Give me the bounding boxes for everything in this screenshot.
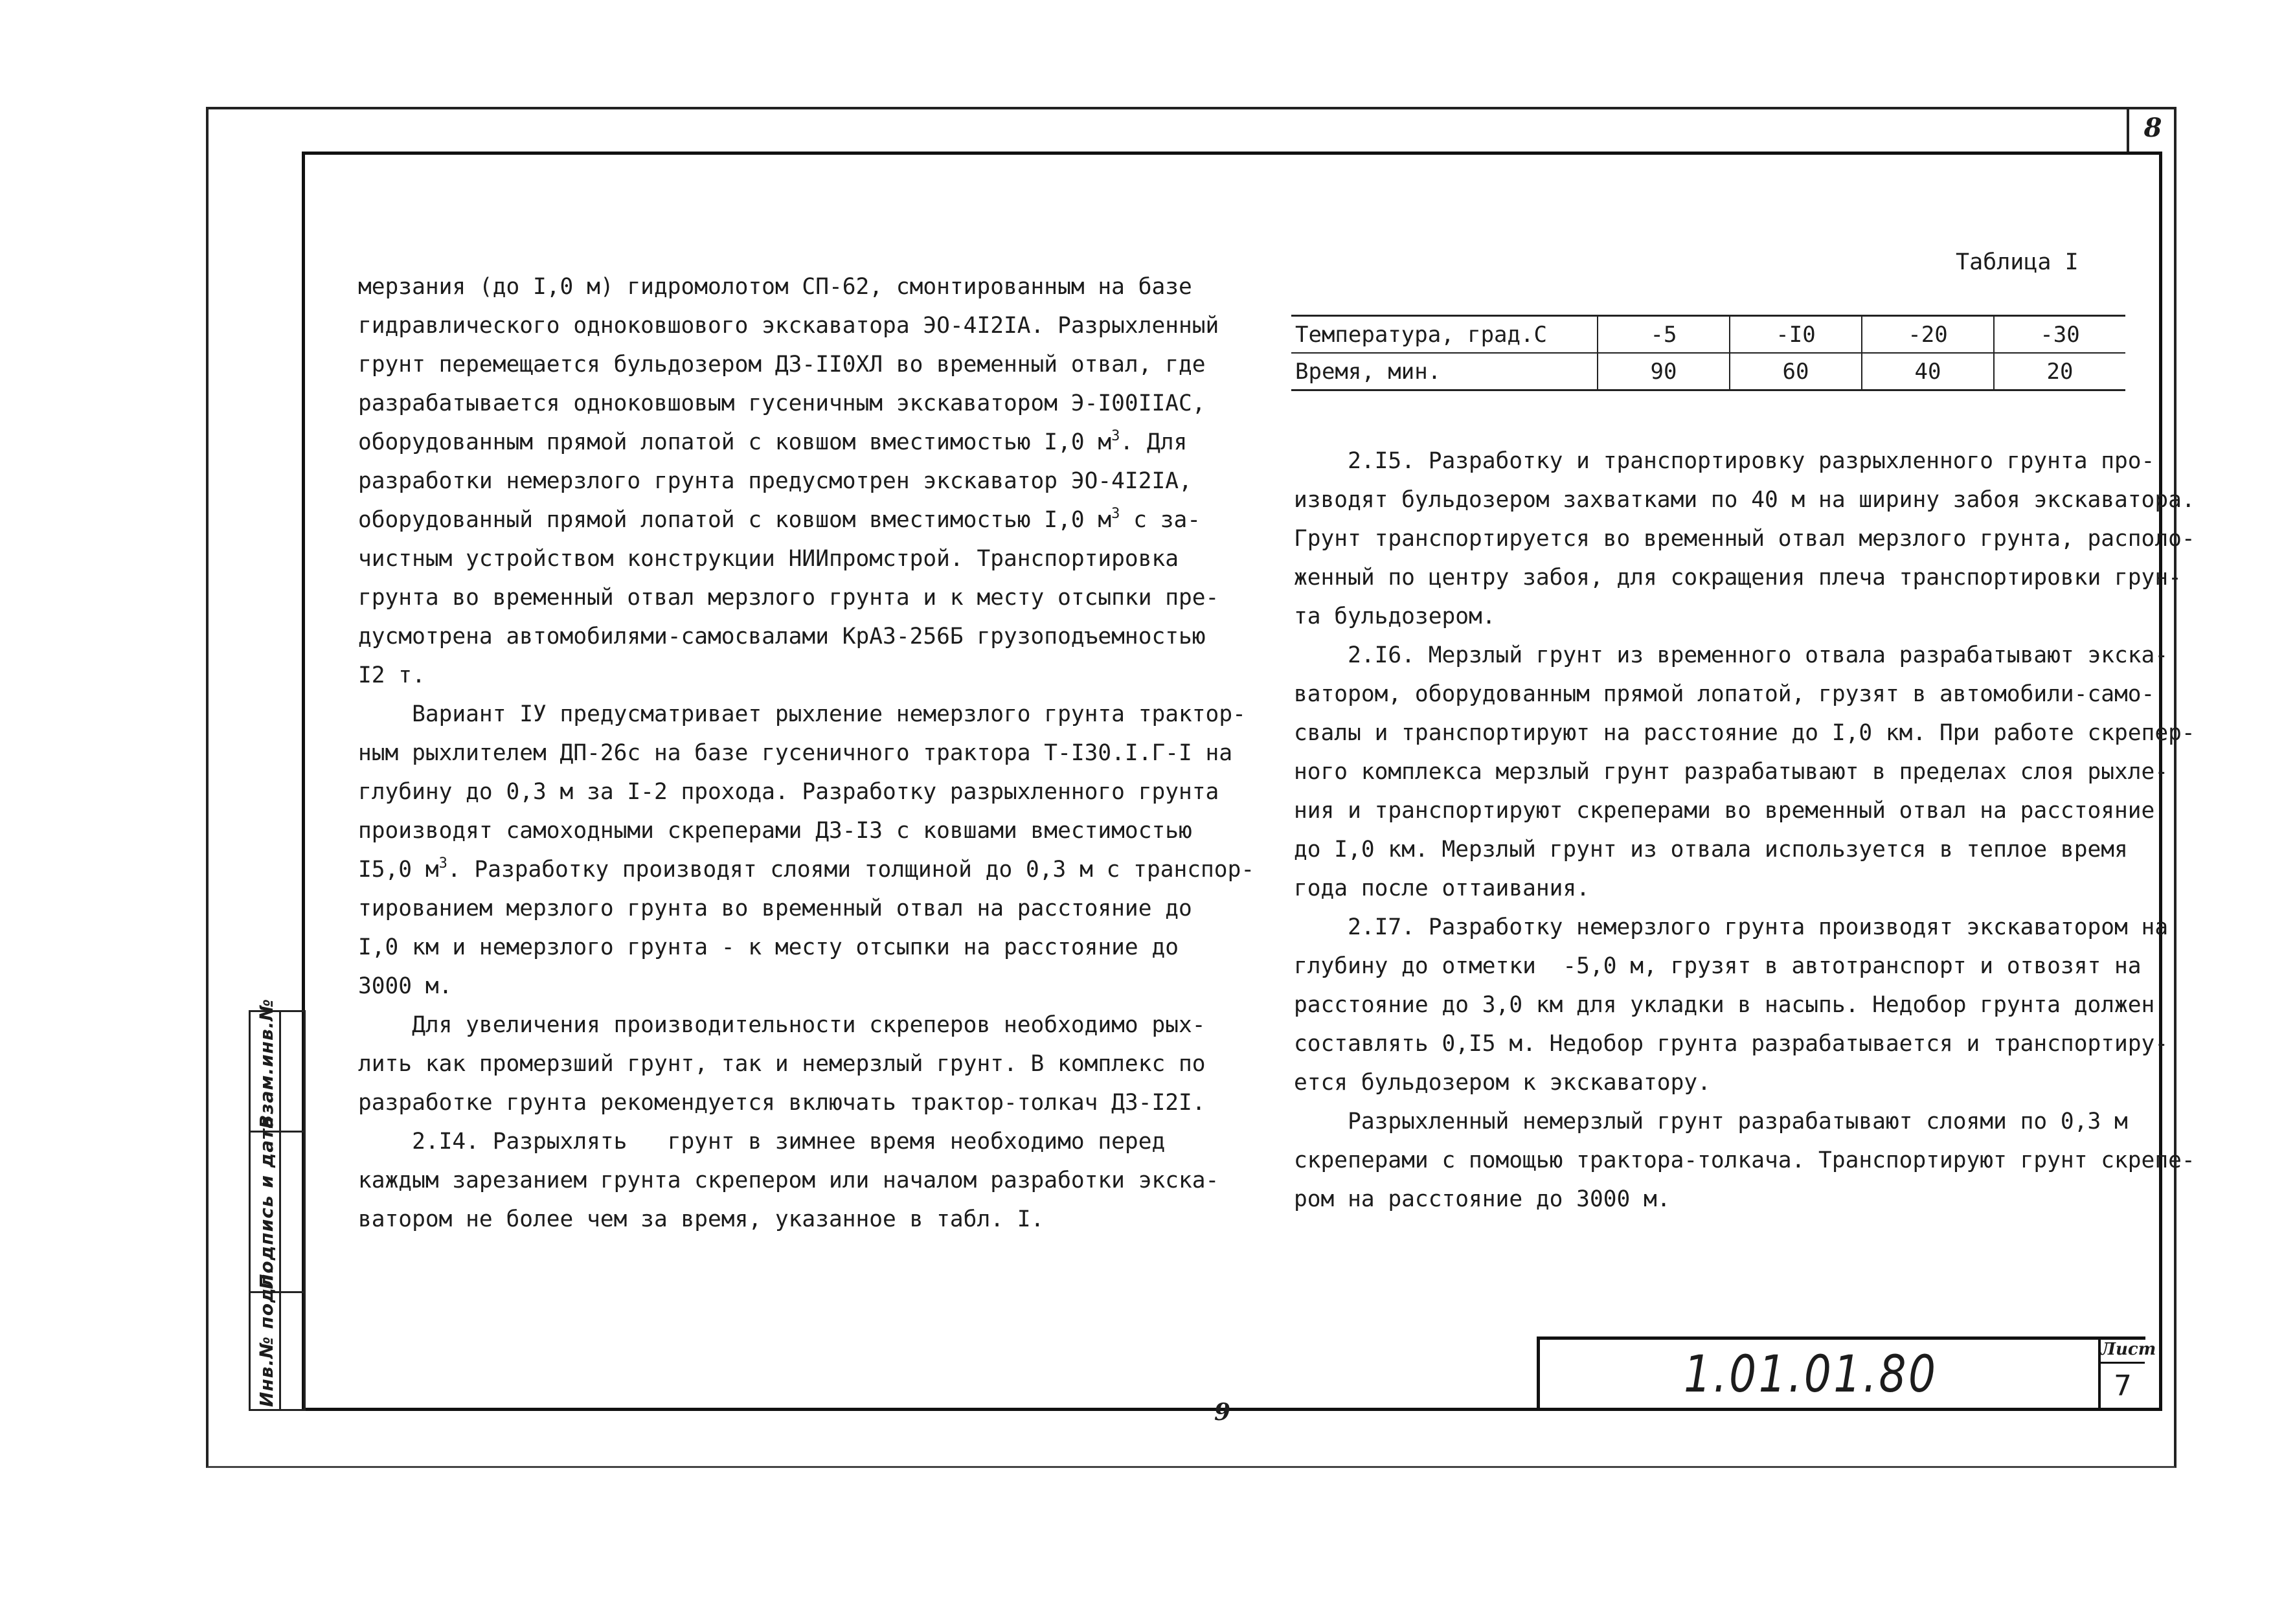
- text-line: Грунт транспортируется во временный отвал мерзлого грунта, располо-: [1294, 526, 2195, 552]
- text-line: каждым зарезанием грунта скрепером или началом разработки экска-: [358, 1167, 1219, 1193]
- row-label: Время, мин.: [1291, 353, 1598, 390]
- text-line: I5,0 $м^3$. Разработку производят слоями толщиной до 0,3 м с транспор-: [358, 855, 1255, 883]
- text-line: дусмотрена автомобилями-самосвалами КрАЗ-256Б грузоподъемностью: [358, 624, 1206, 649]
- text-line: ным рыхлителем ДП-26с на базе гусеничного трактора Т-I30.I.Г-I на: [358, 740, 1233, 766]
- text-line: 2.I6. Мерзлый грунт из временного отвала разрабатывают экска-: [1294, 642, 2169, 668]
- text-line: Вариант IУ предусматривает рыхление немерзлого грунта трактор-: [358, 701, 1246, 727]
- text-line: ватором не более чем за время, указанное в табл. I.: [358, 1206, 1045, 1232]
- text-line: разрабатывается одноковшовым гусеничным экскаватором Э-I00IIАС,: [358, 390, 1206, 416]
- left-column: [358, 267, 1255, 1239]
- sheet-number-box: [2098, 1336, 2156, 1411]
- table-cell: -5: [1598, 316, 1730, 354]
- text-line: глубину до отметки -5,0 м, грузят в автотранспорт и отвозят на: [1294, 953, 2142, 979]
- text-line: Разрыхленный немерзлый грунт разрабатывают слоями по 0,3 м: [1294, 1109, 2128, 1134]
- table-row: [1291, 353, 2125, 390]
- text-line: оборудованный прямой лопатой с ковшом вместимостью I,0 $м^3$ с за-: [358, 506, 1201, 533]
- stamp-cell-inv-podl: [251, 1266, 304, 1411]
- text-line: ется бульдозером к экскаватору.: [1294, 1070, 1711, 1096]
- sheet-label: Лист: [2101, 1336, 2145, 1364]
- document-code: 1.01.01.80: [1684, 1346, 1938, 1404]
- superscript: 3: [1111, 428, 1120, 444]
- stamp-divider: [279, 1012, 281, 1409]
- text-line: чистным устройством конструкции НИИпромстрой. Транспортировка: [358, 546, 1179, 572]
- text-line: 2.I7. Разработку немерзлого грунта производят экскаватором на: [1294, 914, 2169, 940]
- right-column: [1294, 442, 2195, 1219]
- text-line: до I,0 км. Мерзлый грунт из отвала используется в теплое время: [1294, 837, 2128, 863]
- page-number-bottom: 9: [1214, 1399, 1231, 1426]
- temperature-time-table: [1291, 315, 2125, 391]
- table-row: [1291, 316, 2125, 354]
- text-line: изводят бульдозером захватками по 40 м на ширину забоя экскаватора.: [1294, 487, 2195, 513]
- table-title: Таблица I: [1956, 249, 2079, 275]
- table-cell: -I0: [1730, 316, 1862, 354]
- row-label: Температура, град.С: [1291, 316, 1598, 354]
- text-line: грунт перемещается бульдозером ДЗ-II0ХЛ во временный отвал, где: [358, 352, 1206, 378]
- text-line: свалы и транспортируют на расстояние до I,0 км. При работе скрепер-: [1294, 720, 2195, 746]
- table-cell: -20: [1862, 316, 1994, 354]
- text-line: лить как промерзший грунт, так и немерзлый грунт. В комплекс по: [358, 1051, 1206, 1077]
- page-number-top: 8: [2127, 107, 2177, 152]
- stamp-vzam-inv-label: Взам.инв.№: [256, 998, 277, 1129]
- text-line: ватором, оборудованным прямой лопатой, грузят в автомобили-само-: [1294, 681, 2155, 707]
- table-cell: 40: [1862, 353, 1994, 390]
- text-line: I,0 км и немерзлого грунта - к месту отсыпки на расстояние до: [358, 934, 1179, 960]
- text-line: года после оттаивания.: [1294, 875, 1590, 901]
- text-line: производят самоходными скреперами ДЗ-I3 с ковшами вместимостью: [358, 818, 1192, 844]
- text-line: та бульдозером.: [1294, 603, 1496, 629]
- stamp-podpis-data-label: Подпись и дата: [256, 1115, 277, 1289]
- table-cell: -30: [1994, 316, 2125, 354]
- text-line: женный по центру забоя, для сокращения плеча транспортировки грун-: [1294, 565, 2182, 591]
- table-cell: 90: [1598, 353, 1730, 390]
- text-line: ного комплекса мерзлый грунт разрабатывают в пределах слоя рыхле-: [1294, 759, 2169, 785]
- stamp-inv-podl-label: Инв.№ подл.: [256, 1266, 277, 1407]
- superscript: 3: [438, 855, 447, 872]
- text-line: расстояние до 3,0 км для укладки в насыпь. Недобор грунта должен: [1294, 992, 2155, 1018]
- text-line: ния и транспортируют скреперами во временный отвал на расстояние: [1294, 798, 2155, 824]
- text-line: I2 т.: [358, 662, 425, 688]
- text-line: грунта во временный отвал мерзлого грунта и к месту отсыпки пре-: [358, 585, 1219, 611]
- table-cell: 60: [1730, 353, 1862, 390]
- text-line: 3000 м.: [358, 973, 453, 999]
- stamp-strip: [249, 998, 306, 1411]
- text-line: тированием мерзлого грунта во временный отвал на расстояние до: [358, 896, 1192, 921]
- text-line: мерзания (до I,0 м) гидромолотом СП-62, смонтированным на базе: [358, 274, 1192, 300]
- text-line: Для увеличения производительности скреперов необходимо рых-: [358, 1012, 1206, 1038]
- text-line: скреперами с помощью трактора-толкача. Транспортируют грунт скрепе-: [1294, 1147, 2195, 1173]
- superscript: 3: [1111, 506, 1120, 522]
- text-line: ром на расстояние до 3000 м.: [1294, 1186, 1671, 1212]
- text-line: разработки немерзлого грунта предусмотрен экскаватор ЭО-4I2IА,: [358, 468, 1192, 494]
- table-cell: 20: [1994, 353, 2125, 390]
- text-line: разработке грунта рекомендуется включать трактор-толкач ДЗ-I2I.: [358, 1090, 1206, 1116]
- text-line: составлять 0,I5 м. Недобор грунта разрабатывается и транспортиру-: [1294, 1031, 2169, 1057]
- stamp-cell-vzam-inv: [251, 998, 304, 1133]
- text-line: 2.I4. Разрыхлять грунт в зимнее время необходимо перед: [358, 1129, 1166, 1155]
- text-line: оборудованным прямой лопатой с ковшом вместимостью I,0 $м^3$. Для: [358, 428, 1188, 455]
- text-line: глубину до 0,3 м за I-2 прохода. Разработку разрыхленного грунта: [358, 779, 1219, 805]
- text-line: 2.I5. Разработку и транспортировку разрыхленного грунта про-: [1294, 448, 2155, 474]
- text-line: гидравлического одноковшового экскаватора ЭО-4I2IА. Разрыхленный: [358, 313, 1219, 339]
- sheet-number: 7: [2114, 1370, 2132, 1403]
